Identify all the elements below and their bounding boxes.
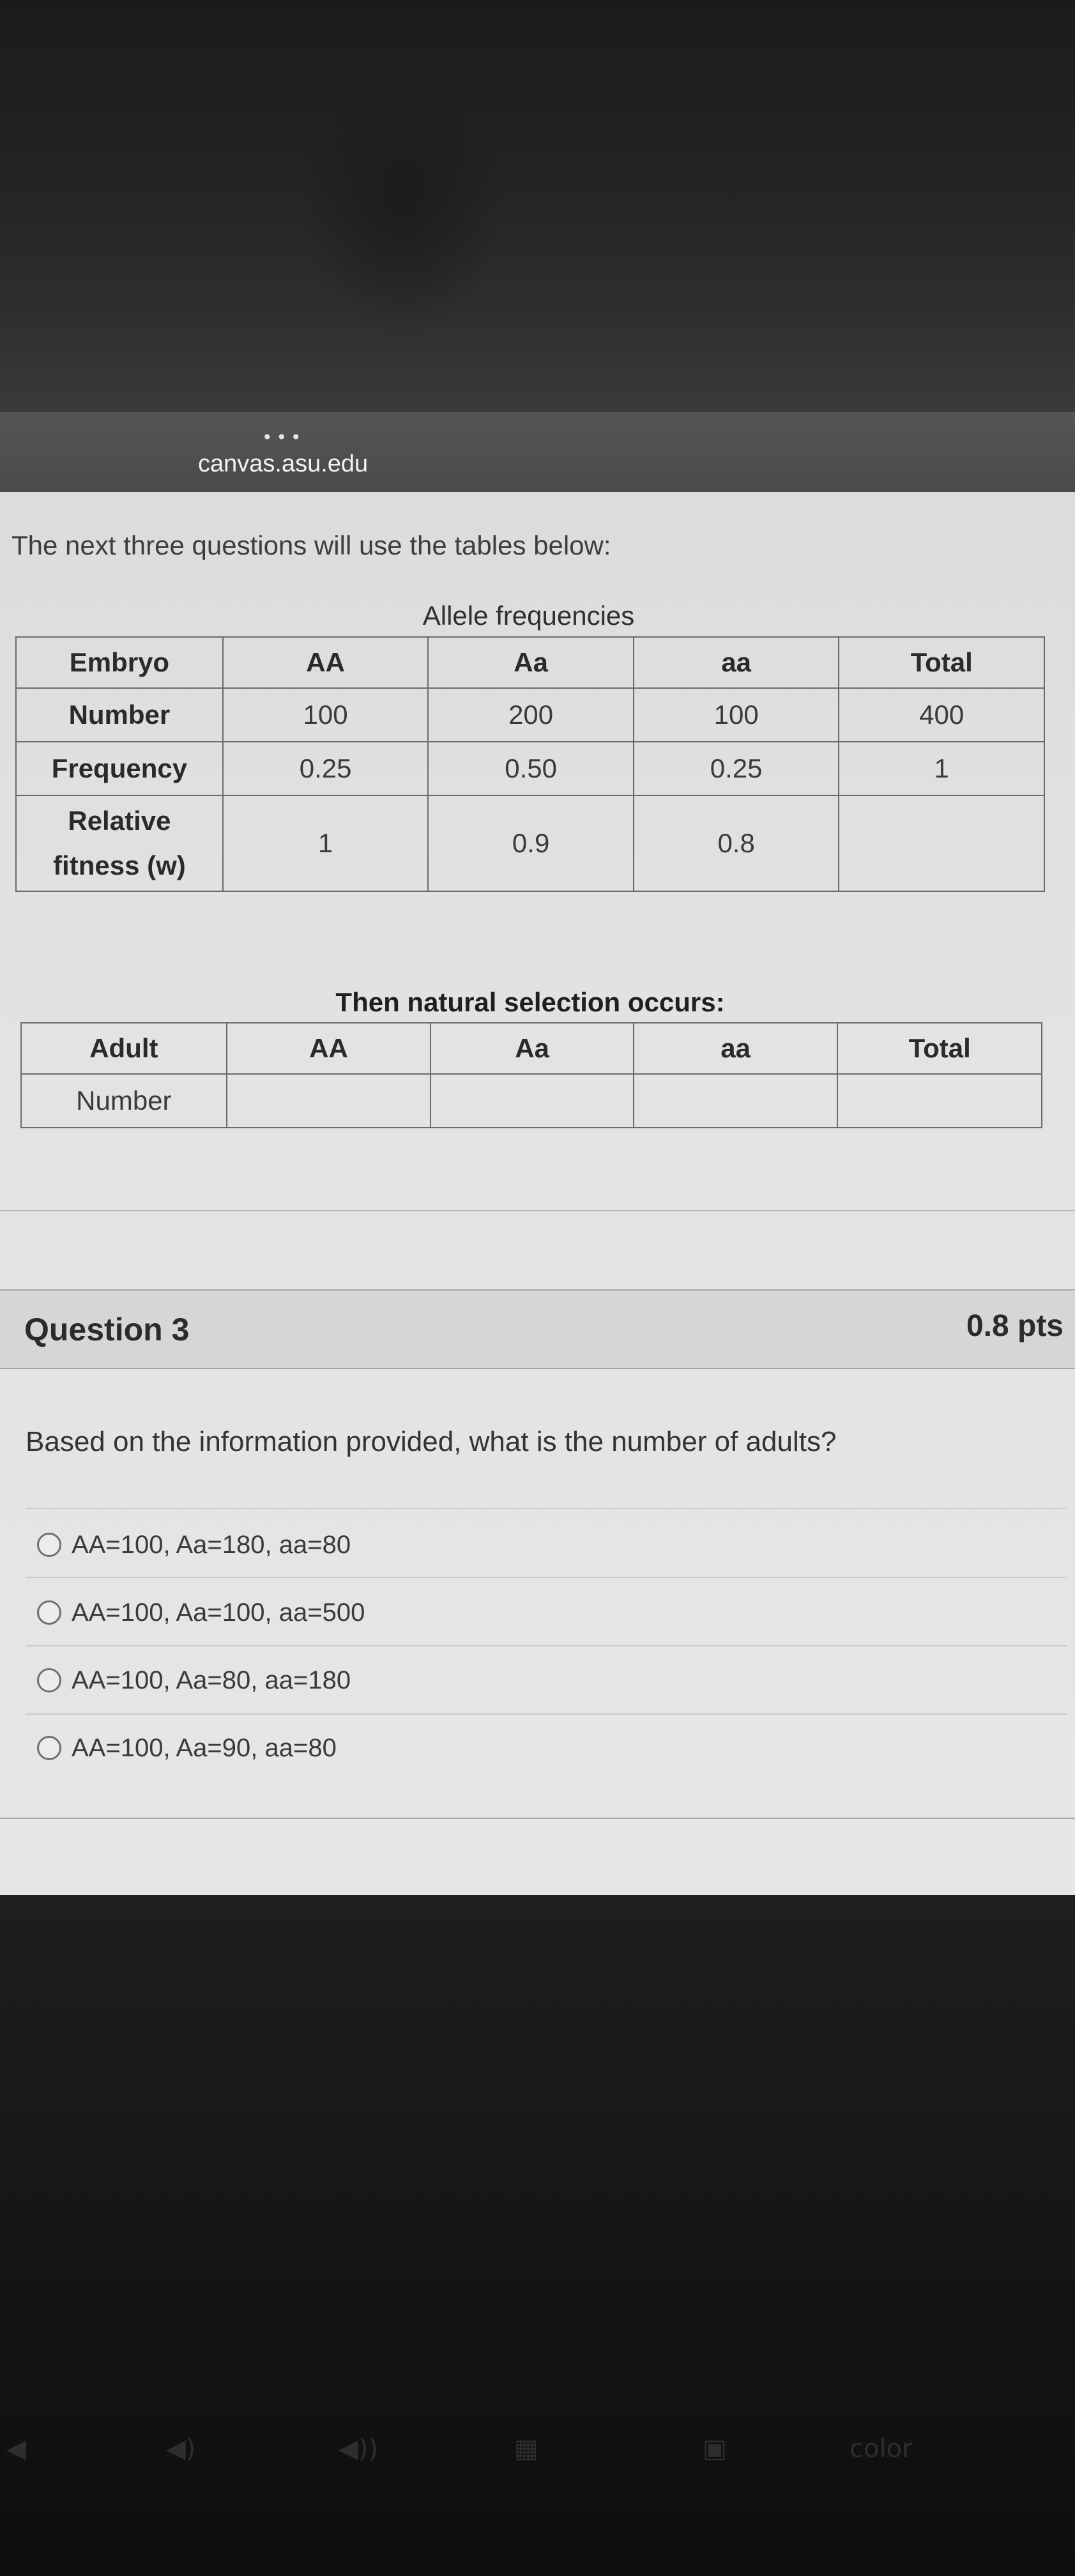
table2-header-row [21, 1023, 1042, 1074]
radio-button[interactable] [37, 1600, 61, 1625]
table-cell: 400 [839, 688, 1044, 742]
answer-label: AA=100, Aa=180, aa=80 [72, 1530, 351, 1559]
table-cell: 0.25 [223, 742, 429, 795]
background-bottom [0, 1895, 1075, 2576]
table2-header-cell: aa [634, 1023, 838, 1074]
table2-header-cell: Aa [431, 1023, 634, 1074]
background-object [300, 70, 505, 339]
allele-frequencies-table [15, 636, 1045, 892]
table-row-label: Number [16, 688, 223, 742]
table1-header-cell: Total [839, 637, 1044, 688]
table-row-label: Frequency [16, 742, 223, 795]
divider [26, 1645, 1067, 1646]
table-cell: 0.25 [634, 742, 839, 795]
table2-header-cell: Total [837, 1023, 1042, 1074]
answer-option[interactable] [37, 1526, 351, 1564]
answer-label: AA=100, Aa=90, aa=80 [72, 1733, 337, 1762]
question-text: Based on the information provided, what is the number of adults? [26, 1426, 837, 1457]
browser-menu-dots-icon[interactable]: ••• [262, 427, 305, 448]
table2-header-cell: Adult [21, 1023, 227, 1074]
question-points: 0.8 pts [966, 1309, 1064, 1343]
answer-option[interactable] [37, 1729, 337, 1767]
table-row-label: Number [21, 1074, 227, 1128]
table2-header-cell: AA [227, 1023, 431, 1074]
answer-label: AA=100, Aa=100, aa=500 [72, 1598, 365, 1627]
color-key-label: color [850, 2434, 913, 2464]
table-cell: 0.8 [634, 795, 839, 891]
table-row [16, 795, 1044, 891]
key-icon: ◀ [6, 2434, 26, 2464]
table-row-label: Relative fitness (w) [16, 795, 223, 891]
adult-selection-table [20, 1022, 1042, 1128]
divider [0, 1818, 1075, 1819]
table-cell: 100 [634, 688, 839, 742]
divider [26, 1713, 1067, 1715]
table-cell: 1 [223, 795, 429, 891]
table1-header-row [16, 637, 1044, 688]
table-cell [837, 1074, 1042, 1128]
keyboard-row [0, 2434, 1075, 2472]
background-top [0, 0, 1075, 412]
window-icon: ▦ [514, 2434, 538, 2464]
table-row [16, 688, 1044, 742]
table1-header-cell: aa [634, 637, 839, 688]
table-cell [634, 1074, 838, 1128]
radio-button[interactable] [37, 1736, 61, 1760]
table-cell: 0.9 [428, 795, 634, 891]
table-row [16, 742, 1044, 795]
table-cell [227, 1074, 431, 1128]
table-cell: 100 [223, 688, 429, 742]
volume-up-icon: ◀)) [339, 2434, 378, 2464]
question-title: Question 3 [24, 1312, 190, 1347]
divider [0, 1210, 1075, 1211]
table1-header-cell: AA [223, 637, 429, 688]
browser-address-bar [0, 412, 1075, 492]
table1-header-cell: Embryo [16, 637, 223, 688]
table-row [21, 1074, 1042, 1128]
table-cell [839, 795, 1044, 891]
answer-label: AA=100, Aa=80, aa=180 [72, 1666, 351, 1694]
screenshot-icon: ▣ [703, 2434, 727, 2464]
intro-text: The next three questions will use the tables below: [11, 530, 611, 560]
table-cell: 0.50 [428, 742, 634, 795]
table1-caption: Allele frequencies [422, 601, 635, 631]
browser-url[interactable]: canvas.asu.edu [198, 450, 369, 477]
table-cell [431, 1074, 634, 1128]
answer-option[interactable] [37, 1593, 365, 1632]
radio-button[interactable] [37, 1533, 61, 1557]
radio-button[interactable] [37, 1668, 61, 1692]
volume-down-icon: ◀) [166, 2434, 196, 2464]
table1-header-cell: Aa [428, 637, 634, 688]
answer-option[interactable] [37, 1661, 351, 1699]
table-cell: 1 [839, 742, 1044, 795]
table-cell: 200 [428, 688, 634, 742]
divider [26, 1577, 1067, 1578]
divider [26, 1508, 1067, 1509]
table2-caption: Then natural selection occurs: [335, 987, 725, 1017]
